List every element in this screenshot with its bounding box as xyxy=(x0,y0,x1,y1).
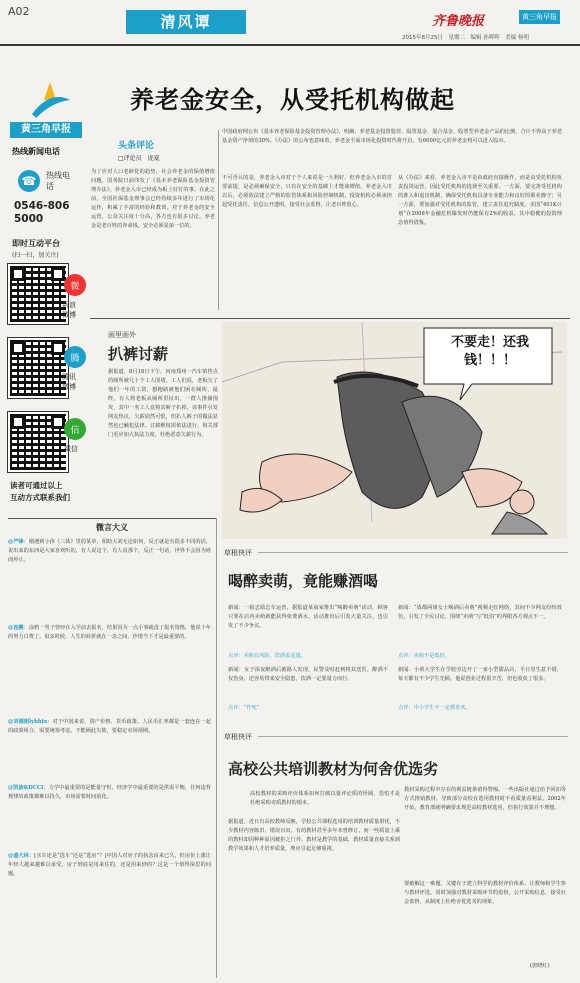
weibo-user[interactable]: @刘德刚lyhhtx xyxy=(8,719,48,725)
training-col1: 据报道，近日有高校教师反映，学校公共课程选用的培训教材质量堪忧，不少教材内容陈旧、错误百出，有的教材甚至多年未曾修订。而一些质量上乘的教材却因种种原因被拒之门外。教材是教学的基础，教材质量直接关系到教学效果和人才培养质量，理应引起足够重视。 xyxy=(228,819,400,852)
wechat-label: 微信 xyxy=(64,445,78,453)
tencent-qr-code[interactable] xyxy=(8,338,68,398)
weibo-post-4: @凯旋KDCCI：力学中最重要的是能量守恒，经济学中最重要的是供需平衡，任何违背规律的政策都难以持久，市场需要时间消化。 xyxy=(8,785,211,800)
drink-headline: 喝醉卖萌，竟能赚酒喝 xyxy=(228,572,379,590)
drink-news-2: 新闻：女子深夜醉酒后被路人发现，民警及时赶到将其送医。醉酒不仅伤身，还容易带来安全隐患，饮酒一定要量力而行。 xyxy=(228,667,388,682)
weibo-text: 对于中国来说，资产价格、货币政策、人民币汇率都是一套连在一起的政策组合，需要统筹考虑，不能顾此失彼，要稳定市场预期。 xyxy=(8,719,211,734)
training-headline: 高校公共培训教材为何舍优选劣 xyxy=(228,760,439,778)
weibo-text: 刚遇到小孩《三体》里的某章，相助大刘无论如何，反正就是有很多不同的话，说出来的东西是大家喜欢听的，有人说这个，有人说那个，反正一句话，世界不会因为谁而停止。 xyxy=(8,539,211,563)
sidebar-footer-1: 读者可通过以上 xyxy=(10,481,63,490)
weibo-qr-code[interactable] xyxy=(8,264,68,324)
wechat-qr-code[interactable] xyxy=(8,412,68,472)
wechat-icon: 信 xyxy=(64,418,86,440)
weibo-text: 涂鸦一男子曾经在入学前去报名，结果因为一点小事就没了报名资格，他说十年的努力白费了。很多时候，人生的转折就在一念之间，珍惜当下才是最重要的。 xyxy=(8,625,211,640)
cartoon-speech-bubble: 不要走！还我钱！！！ xyxy=(450,335,529,368)
lead-author: □评论员 庞夏 xyxy=(118,155,160,162)
lead-headline: 养老金安全，从受托机构做起 xyxy=(130,85,455,114)
drink-comment-1: 点评：卖萌有风险，饮酒需适量。 xyxy=(228,653,306,659)
weibo-icon: 微 xyxy=(64,274,86,296)
cartoon-headline: 扒裤讨薪 xyxy=(108,345,169,363)
platform-title: 即时互动平台 xyxy=(12,239,60,248)
hotline-label: 热线电话 xyxy=(46,171,70,191)
date-line: 2015年8月25日 星期二 编辑 孙晖晖 美编 杨明 xyxy=(402,35,529,41)
weibo-user[interactable]: @连鹏 xyxy=(8,625,24,631)
lead-col3: 中国政府网公布《基本养老保险基金投资管理办法》，明确，养老基金投资股票、股票基金、混合基金、股票型养老金产品的比例，合计不得高于养老基金资产净值的30%。《办法》的公布也意味着，养老金全面市场化投资时代将开启，有6000亿元的养老金将可以进入股市。 xyxy=(222,129,562,144)
logo-icon xyxy=(26,80,74,120)
weibo-user[interactable]: @凯旋KDCCI xyxy=(8,785,44,791)
column-divider xyxy=(218,130,219,310)
drink-comment-2: 点评：“作死” xyxy=(228,705,260,711)
weibo-post-1: @严锋：刚遇到小孩《三体》里的某章，相助大刘无论如何，反正就是有很多不同的话，说出来的东西是大家喜欢听的，有人说这个，有人说那个，反正一句话，世界不会因为谁而停止。 xyxy=(8,539,211,563)
cartoon-kicker: 画里画外 xyxy=(108,331,136,339)
hotline-title: 热线新闻电话 xyxy=(12,147,60,156)
drink-news-4: 新闻：小黄大学生在学校旁边开了一家小型甜品店，平日里生意不错，每天都有不少学生光顾。他说创业过程很辛苦，但也收获了很多。 xyxy=(398,667,562,682)
training-author: (唐晓红) xyxy=(530,963,550,969)
training-col3: 要破解这一难题，关键在于建立科学的教材评价体系，让教师和学生参与教材评选，同时加强对教材采购环节的监督，公开采购信息，接受社会监督，从制度上杜绝舍优选劣的现象。 xyxy=(404,881,566,905)
lead-col2: 不可否认的是，养老金入市对于个人来说是一大利好。但养老金入市的首要前提，是必须确保安全，只有在安全的基础上才能谈增值。养老金入市以后，必须依法建立严格的监管体系和风险控制机制，投资机构必须承担起受托责任，信息公开透明，接受社会监督，让老百姓放心。 xyxy=(222,175,392,208)
weibo-post-2: @连鹏：涂鸦一男子曾经在入学前去报名，结果因为一点小事就没了报名资格，他说十年的努力白费了。很多时候，人生的转折就在一念之间，珍惜当下才是最重要的。 xyxy=(8,625,211,640)
phone-icon: ☎ xyxy=(18,170,40,192)
weibo-title: 微言大义 xyxy=(96,523,128,532)
sidebar-logo-text: 黄三角早报 xyxy=(10,122,82,138)
masthead-rule xyxy=(0,44,580,46)
drink-news-3: 新闻：“成都两姐女士喝酒后卖萌”视频走红网络，其间不少网友纷纷效仿，引发了全民讨论，围绕“卖萌”与“低俗”的界限各方观点不一。 xyxy=(398,605,562,620)
sidebar xyxy=(8,80,84,520)
drink-comment-4: 点评：中小学生不一定都喜欢。 xyxy=(398,705,471,711)
sidebar-footer-2: 互动方式联系我们 xyxy=(10,493,70,502)
weibo-post-3: @刘德刚lyhhtx：对于中国来说，资产价格、货币政策、人民币汇率都是一套连在一起的政策组合，需要统筹考虑，不能顾此失彼，要稳定市场预期。 xyxy=(8,719,211,734)
page-number: A02 xyxy=(8,5,30,18)
tencent-icon: 腾 xyxy=(64,346,86,368)
weibo-user[interactable]: @严锋 xyxy=(8,539,24,545)
drink-news-1: 新闻：一励志励志车运营，据报道某商家推出“喝醉卖萌”活动，顾客只要在店内卖萌就能获得免费酒水，活动推出后引发大量关注，也引发了不少争议。 xyxy=(228,605,388,629)
weibo-divider xyxy=(216,518,217,978)
lead-col4: 从《办法》来看，养老金入市不是由政府直接操作，而是由受托机构负责投资运营，因此受托机构的选择至关重要。一方面，要完善受托机构的准入和退出机制，确保受托机构具备专业能力和良好的职业操守；另一方面，要加强对受托机构的监管，建立责任追究制度。美国“401K计划”在2008年金融危机爆发时仍能保有2%的收益，其中稳健的投资理念值得借鉴。 xyxy=(398,175,562,226)
weibo-text: 力学中最重要的是能量守恒，经济学中最重要的是供需平衡，任何违背规律的政策都难以持久，市场需要时间消化。 xyxy=(8,785,211,800)
training-col2: 教材采购过程中存在的利益链条值得警惕。一些出版社通过给予回扣等方式推销教材，导致部分高校在选用教材时不看质量看利益。2002年开始，教育部就明确要求规范高校教材选用，但执行效果并不理想。 xyxy=(404,787,566,811)
training-section-tag: 草根侠评 xyxy=(224,733,252,741)
platform-subtitle: (扫一扫，加关注) xyxy=(12,252,59,259)
weibo-label: 新浪微博 xyxy=(62,301,76,319)
hotline-number: 0546-8065000 xyxy=(14,200,70,225)
drink-rule xyxy=(258,552,568,553)
tencent-label: 腾讯微博 xyxy=(62,373,76,391)
column-label: 头条评论 xyxy=(118,141,155,151)
weibo-text: [买车还是“选车”还是“选房”？]中国人对房子的执念由来已久，但房价上涨让年轻人越来越难以承受，房子到底是用来住的，还是用来炒的？这是一个值得深思的问题。 xyxy=(8,853,211,877)
training-rule xyxy=(258,736,568,737)
paper-name: 齐鲁晚报 xyxy=(432,14,485,29)
weibo-post-5: @盛大林：[买车还是“选车”还是“选房”？]中国人对房子的执念由来已久，但房价上涨让年轻人越来越难以承受，房子到底是用来住的，还是用来炒的？这是一个值得深思的问题。 xyxy=(8,853,211,877)
lead-rule xyxy=(90,318,570,319)
lead-col1: 为了应对人口老龄化的趋势，社会养老金的保值增值问题，国务院日前印发了《基本养老保险基金投资管理办法》，养老金入市已经成为板上钉钉的事。在此之前，全国社保基金理事会已经持续多年进行了市场化运作，积累了丰富的经验和教训。对于养老金的安全运营，公众关注度十分高，各方也有很多讨论。养老金是老百姓的养命钱，安全必须是第一位的。 xyxy=(91,169,215,229)
drink-section-tag: 草根侠评 xyxy=(224,549,252,557)
cartoon-body: 据报道，8月18日下午，河南郑州一汽车销售点的厕所被几十个工人围堵，工人们说，老板欠了他们一年的工资，想跑路被他们困在厕所，最终，有人将老板从厕所里扯出，一群人推搡围攻，其中一名工人竟将其裤子扒掉。该事件引发网友热议，欠薪固然可恨，但扒人裤子的做法显然也已触犯法律。讨薪维权需依法进行，相关部门更应加大执法力度，杜绝恶意欠薪行为。 xyxy=(108,369,218,438)
weibo-user[interactable]: @盛大林 xyxy=(8,853,29,859)
training-lead: 高校教材的采购评价体系如何打破以量评论质的怪圈，恐怕才是杜绝采购劣质教材的根本。 xyxy=(250,791,400,806)
weibo-rule xyxy=(8,518,216,519)
edition-badge: 黄三角早报 xyxy=(519,10,560,24)
drink-comment-3: 点评：卖萌不是低俗。 xyxy=(398,653,450,659)
section-banner: 清风谭 xyxy=(126,10,246,34)
